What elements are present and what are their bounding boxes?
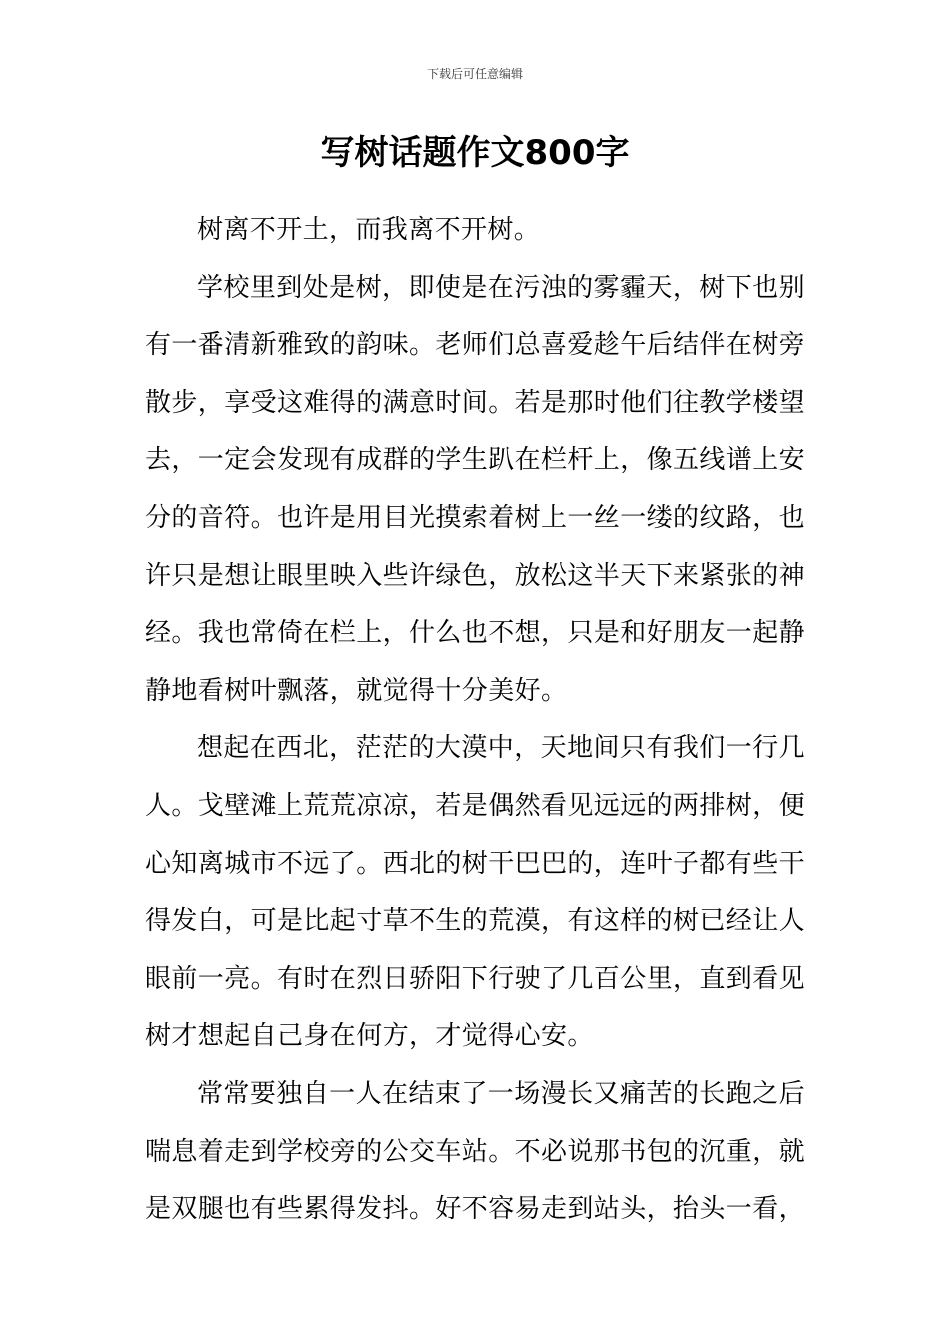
header-note: 下载后可任意编辑 [426,67,523,81]
paragraph-1: 树离不开土，而我离不开树。 [197,215,541,245]
paragraph-2: 学校里到处是树，即使是在污浊的雾霾天，树下也别有一番清新雅致的韵味。老师们总喜爱趁午后结伴在树旁散步，享受这难得的满意时间。若是那时他们往教学楼望去，一定会发现有成群的学生趴在栏杆上，像五线谱上安分的音符。也许是用目光摸索着树上一丝一缕的纹路，也许只是想让眼里映入些许绿色，放松这半天下来紧张的神经。我也常倚在栏上，什么也不想，只是和好朋友一起静静地看树叶飘落，就觉得十分美好。 [145,272,806,706]
paragraph-3: 想起在西北，茫茫的大漠中，天地间只有我们一行几人。戈壁滩上荒荒凉凉，若是偶然看见远远的两排树，便心知离城市不远了。西北的树干巴巴的，连叶子都有些干得发白，可是比起寸草不生的荒漠，有这样的树已经让人眼前一亮。有时在烈日骄阳下行驶了几百公里，直到看见树才想起自己身在何方，才觉得心安。 [145,733,806,1052]
paragraph-4: 常常要独自一人在结束了一场漫长又痛苦的长跑之后喘息着走到学校旁的公交车站。不必说那书包的沉重，就是双腿也有些累得发抖。好不容易走到站头，抬头一看， [145,1078,806,1225]
essay-body [145,202,805,1239]
essay-title: 写树话题作文800字 [320,133,630,173]
